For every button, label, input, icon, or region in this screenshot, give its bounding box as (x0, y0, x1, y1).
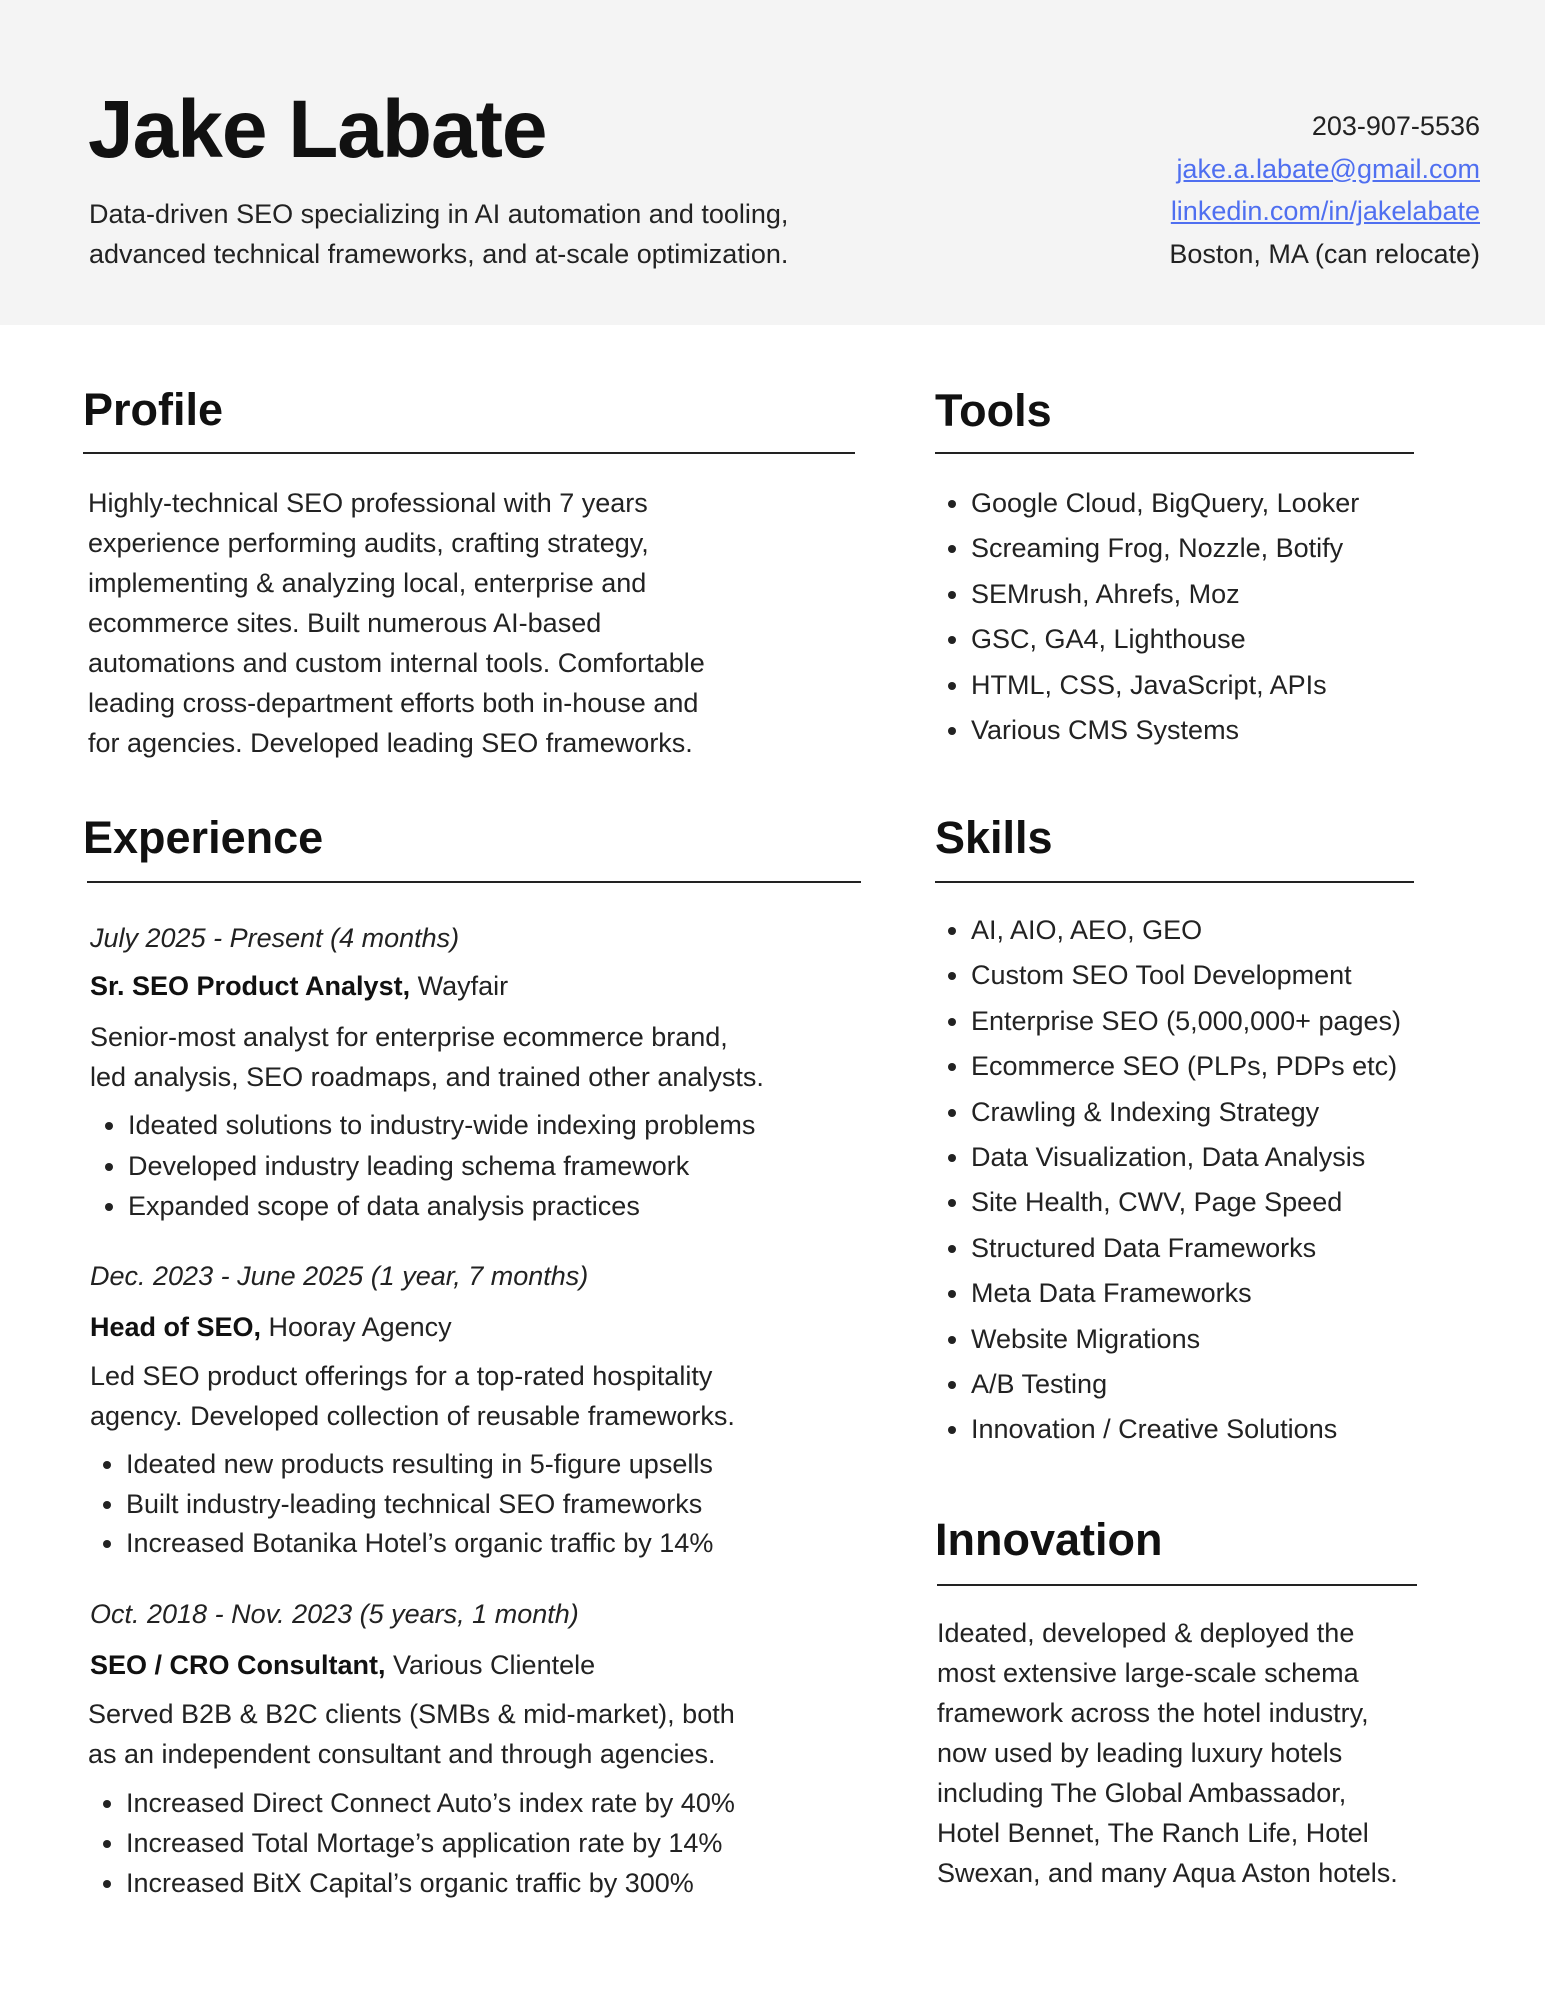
experience-divider (87, 881, 861, 883)
innovation-line: most extensive large-scale schema (937, 1658, 1359, 1688)
job-desc-line: Led SEO product offerings for a top-rated hospitality (90, 1361, 713, 1391)
job-bullet: • Increased BitX Capital’s organic traffic by 300% (126, 1863, 735, 1903)
skills-item: • Enterprise SEO (5,000,000+ pages) (971, 999, 1401, 1044)
tools-list (935, 481, 1359, 753)
skills-item: • Custom SEO Tool Development (971, 953, 1401, 998)
tools-item: • SEMrush, Ahrefs, Moz (971, 572, 1359, 617)
job-bullet: • Increased Total Mortage’s application rate by 14% (126, 1823, 735, 1863)
candidate-name: Jake Labate (88, 84, 547, 175)
skills-item: • Crawling & Indexing Strategy (971, 1090, 1401, 1135)
job-title (90, 1307, 452, 1347)
innovation-divider (937, 1584, 1417, 1586)
contact-info (1169, 105, 1480, 275)
innovation-line: framework across the hotel industry, (937, 1698, 1369, 1728)
skills-item: • Innovation / Creative Solutions (971, 1407, 1401, 1452)
innovation-line: Ideated, developed & deployed the (937, 1618, 1355, 1648)
skills-item: • A/B Testing (971, 1362, 1401, 1407)
skills-item: • Website Migrations (971, 1317, 1401, 1362)
profile-text (88, 483, 705, 763)
skills-divider (935, 881, 1414, 883)
job-role: SEO / CRO Consultant, (90, 1650, 386, 1680)
tools-divider (935, 452, 1414, 454)
job-description (88, 1694, 735, 1774)
experience-heading: Experience (83, 812, 324, 863)
skills-item: • Site Health, CWV, Page Speed (971, 1180, 1401, 1225)
job-desc-line: as an independent consultant and through agencies. (88, 1739, 716, 1769)
tagline (89, 194, 788, 274)
innovation-line: now used by leading luxury hotels (937, 1738, 1343, 1768)
profile-line: for agencies. Developed leading SEO frameworks. (88, 728, 693, 758)
tools-item: • Various CMS Systems (971, 708, 1359, 753)
profile-heading: Profile (83, 384, 224, 435)
profile-line: leading cross-department efforts both in-house and (88, 688, 699, 718)
skills-item: • Ecommerce SEO (PLPs, PDPs etc) (971, 1044, 1401, 1089)
header-banner (0, 0, 1545, 325)
profile-line: ecommerce sites. Built numerous AI-based (88, 608, 602, 638)
skills-item: • Structured Data Frameworks (971, 1226, 1401, 1271)
innovation-text (937, 1613, 1398, 1893)
skills-heading: Skills (935, 812, 1053, 863)
tagline-line: advanced technical frameworks, and at-scale optimization. (89, 239, 789, 269)
tools-item: • Screaming Frog, Nozzle, Botify (971, 526, 1359, 571)
tools-item: • GSC, GA4, Lighthouse (971, 617, 1359, 662)
profile-line: Highly-technical SEO professional with 7 years (88, 488, 648, 518)
innovation-line: Hotel Bennet, The Ranch Life, Hotel (937, 1818, 1369, 1848)
job-date: Dec. 2023 - June 2025 (1 year, 7 months) (90, 1261, 589, 1291)
job-desc-line: Senior-most analyst for enterprise ecommerce brand, (90, 1022, 728, 1052)
job-desc-line: agency. Developed collection of reusable frameworks. (90, 1401, 735, 1431)
tools-item: • HTML, CSS, JavaScript, APIs (971, 663, 1359, 708)
job-desc-line: Served B2B & B2C clients (SMBs & mid-market), both (88, 1699, 735, 1729)
innovation-line: including The Global Ambassador, (937, 1778, 1347, 1808)
job-title (90, 1645, 595, 1685)
tools-item: • Google Cloud, BigQuery, Looker (971, 481, 1359, 526)
innovation-line: Swexan, and many Aqua Aston hotels. (937, 1858, 1398, 1888)
job-bullets (90, 1445, 713, 1564)
tagline-line: Data-driven SEO specializing in AI automation and tooling, (89, 199, 789, 229)
profile-line: automations and custom internal tools. Comfortable (88, 648, 705, 678)
job-role: Head of SEO, (90, 1312, 262, 1342)
profile-line: experience performing audits, crafting strategy, (88, 528, 649, 558)
linkedin-link[interactable]: linkedin.com/in/jakelabate (1170, 196, 1480, 226)
job-company: Hooray Agency (261, 1312, 452, 1342)
job-bullet: • Built industry-leading technical SEO frameworks (126, 1485, 713, 1525)
location: Boston, MA (can relocate) (1169, 238, 1480, 269)
email-link[interactable]: jake.a.labate@gmail.com (1176, 153, 1480, 184)
job-role: Sr. SEO Product Analyst, (90, 971, 411, 1001)
job-bullet: • Expanded scope of data analysis practices (128, 1186, 755, 1227)
job-desc-line: led analysis, SEO roadmaps, and trained other analysts. (90, 1062, 764, 1092)
job-bullet: • Ideated new products resulting in 5-figure upsells (126, 1445, 713, 1485)
profile-divider (83, 452, 855, 454)
skills-item: • Meta Data Frameworks (971, 1271, 1401, 1316)
job-bullet: • Increased Direct Connect Auto’s index rate by 40% (126, 1783, 735, 1823)
skills-item: • AI, AIO, AEO, GEO (971, 908, 1401, 953)
job-description (90, 1017, 764, 1097)
job-title (90, 966, 508, 1006)
skills-item: • Data Visualization, Data Analysis (971, 1135, 1401, 1180)
job-bullet: • Increased Botanika Hotel’s organic traffic by 14% (126, 1524, 713, 1564)
innovation-heading: Innovation (935, 1514, 1163, 1565)
job-bullets (92, 1105, 755, 1227)
profile-line: implementing & analyzing local, enterprise and (88, 568, 647, 598)
job-bullet: • Ideated solutions to industry-wide indexing problems (128, 1105, 755, 1146)
job-company: Wayfair (410, 971, 509, 1001)
job-date: Oct. 2018 - Nov. 2023 (5 years, 1 month) (90, 1599, 579, 1629)
job-date: July 2025 - Present (4 months) (90, 923, 460, 953)
job-bullets (90, 1783, 735, 1903)
job-description (90, 1356, 735, 1436)
tools-heading: Tools (935, 385, 1052, 436)
phone: 203-907-5536 (1311, 111, 1480, 141)
job-bullet: • Developed industry leading schema framework (128, 1146, 755, 1187)
skills-list (935, 908, 1401, 1453)
job-company: Various Clientele (385, 1650, 596, 1680)
